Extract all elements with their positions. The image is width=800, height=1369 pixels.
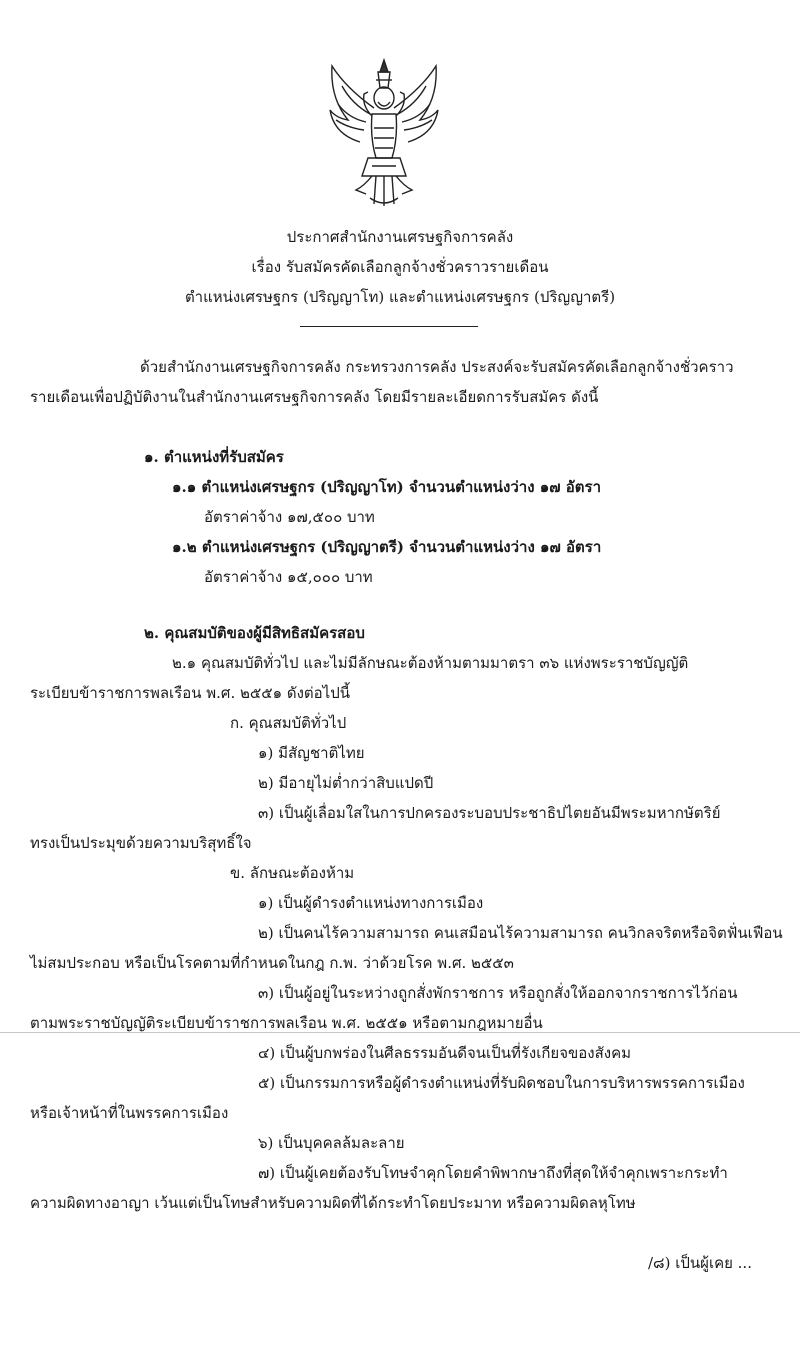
section-2-heading: ๒. คุณสมบัติของผู้มีสิทธิสมัครสอบ xyxy=(144,624,365,642)
prohibition-4: ๔) เป็นผู้บกพร่องในศีลธรรมอันดีจนเป็นที่รังเกียจของสังคม xyxy=(258,1044,631,1062)
position-2: ๑.๒ ตำแหน่งเศรษฐกร (ปริญญาตรี) จำนวนตำแหน่งว่าง ๑๗ อัตรา xyxy=(172,538,602,556)
intro-line-2: รายเดือนเพื่อปฏิบัติงานในสำนักงานเศรษฐกิจการคลัง โดยมีรายละเอียดการรับสมัคร ดังนี้ xyxy=(30,388,599,406)
qualification-2-1-line-1: ๒.๑ คุณสมบัติทั่วไป และไม่มีลักษณะต้องห้ามตามมาตรา ๓๖ แห่งพระราชบัญญัติ xyxy=(172,654,689,672)
prohibition-5-line-2: หรือเจ้าหน้าที่ในพรรคการเมือง xyxy=(30,1104,229,1122)
general-qualification-3-line-1: ๓) เป็นผู้เลื่อมใสในการปกครองระบอบประชาธิปไตยอันมีพระมหากษัตริย์ xyxy=(258,804,721,822)
scan-seam-line xyxy=(0,1032,800,1033)
prohibition-2-line-2: ไม่สมประกอบ หรือเป็นโรคตามที่กำหนดในกฎ ก.พ. ว่าด้วยโรค พ.ศ. ๒๕๕๓ xyxy=(30,954,514,972)
announcement-positions: ตำแหน่งเศรษฐกร (ปริญญาโท) และตำแหน่งเศรษฐกร (ปริญญาตรี) xyxy=(184,288,616,306)
prohibition-3-line-1: ๓) เป็นผู้อยู่ในระหว่างถูกสั่งพักราชการ หรือถูกสั่งให้ออกจากราชการไว้ก่อน xyxy=(258,984,738,1002)
prohibition-3-line-2: ตามพระราชบัญญัติระเบียบข้าราชการพลเรือน พ.ศ. ๒๕๕๑ หรือตามกฎหมายอื่น xyxy=(30,1014,543,1032)
intro-line-1: ด้วยสำนักงานเศรษฐกิจการคลัง กระทรวงการคลัง ประสงค์จะรับสมัครคัดเลือกลูกจ้างชั่วคราว xyxy=(140,358,734,376)
header-divider xyxy=(300,326,478,327)
garuda-emblem-icon xyxy=(326,58,442,208)
position-1-wage: อัตราค่าจ้าง ๑๗,๕๐๐ บาท xyxy=(204,508,375,526)
announcement-title: ประกาศสำนักงานเศรษฐกิจการคลัง xyxy=(286,228,514,246)
general-qualification-2: ๒) มีอายุไม่ต่ำกว่าสิบแปดปี xyxy=(258,774,434,792)
qualification-2-1-line-2: ระเบียบข้าราชการพลเรือน พ.ศ. ๒๕๕๑ ดังต่อไปนี้ xyxy=(30,684,350,702)
prohibition-5-line-1: ๕) เป็นกรรมการหรือผู้ดำรงตำแหน่งที่รับผิดชอบในการบริหารพรรคการเมือง xyxy=(258,1074,745,1092)
prohibition-7-line-1: ๗) เป็นผู้เคยต้องรับโทษจำคุกโดยคำพิพากษาถึงที่สุดให้จำคุกเพราะกระทำ xyxy=(258,1164,728,1182)
general-qualification-3-line-2: ทรงเป็นประมุขด้วยความบริสุทธิ์ใจ xyxy=(30,834,252,852)
section-1-heading: ๑. ตำแหน่งที่รับสมัคร xyxy=(144,448,284,466)
position-2-wage: อัตราค่าจ้าง ๑๕,๐๐๐ บาท xyxy=(204,568,373,586)
announcement-subject: เรื่อง รับสมัครคัดเลือกลูกจ้างชั่วคราวรายเดือน xyxy=(251,258,549,276)
prohibition-7-line-2: ความผิดทางอาญา เว้นแต่เป็นโทษสำหรับความผิดที่ได้กระทำโดยประมาท หรือความผิดลหุโทษ xyxy=(30,1194,636,1212)
prohibition-6: ๖) เป็นบุคคลล้มละลาย xyxy=(258,1134,405,1152)
position-1: ๑.๑ ตำแหน่งเศรษฐกร (ปริญญาโท) จำนวนตำแหน่งว่าง ๑๗ อัตรา xyxy=(172,478,602,496)
general-qualification-1: ๑) มีสัญชาติไทย xyxy=(258,744,365,762)
prohibition-2-line-1: ๒) เป็นคนไร้ความสามารถ คนเสมือนไร้ความสามารถ คนวิกลจริตหรือจิตฟั่นเฟือน xyxy=(258,924,783,942)
prohibition-1: ๑) เป็นผู้ดำรงตำแหน่งทางการเมือง xyxy=(258,894,484,912)
page-continuation: /๘) เป็นผู้เคย ... xyxy=(648,1254,752,1272)
prohibitions-heading: ข. ลักษณะต้องห้าม xyxy=(230,864,355,882)
general-qualifications-heading: ก. คุณสมบัติทั่วไป xyxy=(230,714,347,732)
